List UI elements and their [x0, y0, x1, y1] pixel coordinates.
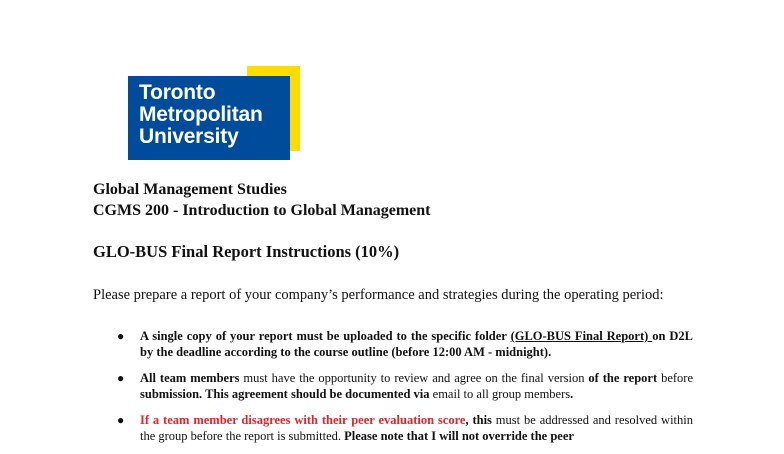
instruction-list — [93, 328, 693, 454]
document-title: GLO-BUS Final Report Instructions (10%) — [93, 242, 400, 261]
program-name: Global Management Studies — [93, 181, 287, 198]
intro-paragraph: Please prepare a report of your company’s performance and strategies during the operating period: — [93, 287, 664, 303]
list-item: ● If a team member disagrees with their peer evaluation score, this must be addressed and resolved within the group before the report is submitted. Please note that I will not override the peer — [117, 413, 693, 443]
logo-line-1: Toronto — [139, 81, 216, 104]
logo-line-3: University — [139, 125, 239, 148]
list-item: ● A single copy of your report must be uploaded to the specific folder (GLO-BUS Final Report) on D2L by the deadline according to the course outline (before 12:00 AM - midnight). — [117, 329, 693, 359]
course-title: CGMS 200 - Introduction to Global Management — [93, 202, 431, 219]
university-logo — [128, 66, 302, 160]
logo-line-2: Metropolitan — [139, 103, 263, 126]
bullet-icon: ● — [117, 371, 125, 385]
folder-link[interactable]: (GLO-BUS Final Report) — [510, 329, 653, 343]
logo-text — [139, 82, 263, 148]
bullet-icon: ● — [117, 329, 125, 343]
bullet-icon: ● — [117, 413, 125, 427]
list-item: ● All team members must have the opportunity to review and agree on the final version of the report before submission. This agreement should be documented via email to all group members. — [117, 371, 694, 401]
alert-text: If a team member disagrees with their peer evaluation score — [140, 413, 466, 427]
